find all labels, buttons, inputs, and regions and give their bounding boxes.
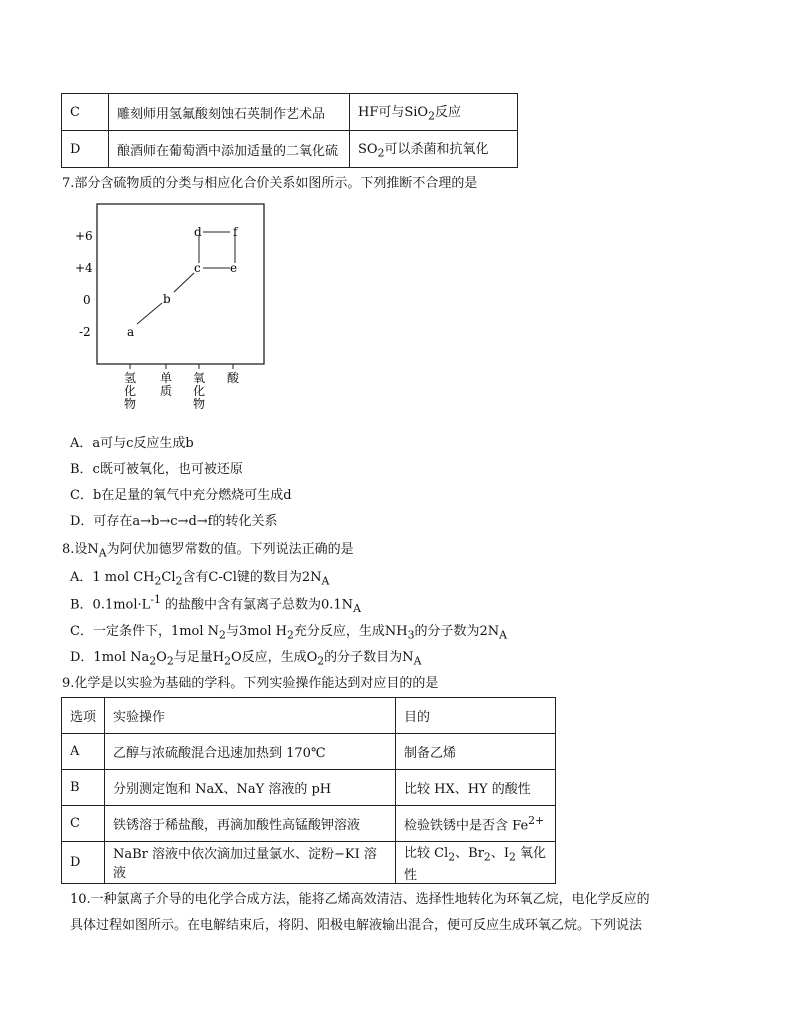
q7-option-a: A．a可与c反应生成b [70, 436, 194, 451]
row-label: C [62, 806, 105, 842]
table-row [62, 770, 556, 806]
row-label: B [62, 770, 105, 806]
table-row [62, 131, 518, 168]
x-category-char: 酸 [227, 371, 240, 385]
row-text: 酿酒师在葡萄酒中添加适量的二氧化硫 [109, 131, 350, 168]
row-reason: $SO_2$可以杀菌和抗氧化 [350, 131, 518, 168]
x-category-char: 氢 [124, 371, 137, 385]
row-reason: HF可与SiO$_2$反应 [350, 94, 518, 131]
q10-line-1: 10.一种氯离子介导的电化学合成方法，能将乙烯高效清洁、选择性地转化为环氧乙烷，电化学反应的 [70, 892, 650, 907]
table-row [62, 734, 556, 770]
row-text: 雕刻师用氢氟酸刻蚀石英制作艺术品 [109, 94, 350, 131]
point-label-a: a [127, 325, 135, 339]
q7-option-c: C．b在足量的氧气中充分燃烧可生成d [70, 488, 292, 503]
x-category-char: 单 [160, 371, 173, 385]
row-label: C [62, 94, 109, 131]
table-row [62, 806, 556, 842]
row-goal: 制备乙烯 [396, 734, 556, 770]
x-category-char: 化 [124, 384, 137, 398]
row-operation: NaBr 溶液中依次滴加过量氯水、淀粉−KI 溶液 [105, 842, 396, 884]
x-category-char: 质 [160, 384, 173, 398]
header-goal: 目的 [396, 698, 556, 734]
point-label-d: d [194, 225, 202, 239]
row-operation: 乙醇与浓硫酸混合迅速加热到 170℃ [105, 734, 396, 770]
row-label: D [62, 842, 105, 884]
q7-option-b: B．c既可被氧化，也可被还原 [70, 462, 243, 477]
row-operation: 分别测定饱和 NaX、NaY 溶液的 pH [105, 770, 396, 806]
q8-option-a: A．1 mol $CH_2Cl_2$含有C-Cl键的数目为$2N_A$ [70, 570, 330, 588]
q10-line-2: 具体过程如图所示。在电解结束后，将阴、阳极电解液输出混合，便可反应生成环氧乙烷。下列说法 [70, 918, 643, 933]
row-goal: 比较 $Cl_2$、$Br_2$、$I_2$ 氧化性 [396, 842, 556, 884]
point-label-e: e [230, 261, 238, 275]
row-goal: 检验铁锈中是否含 $Fe^{2+}$ [396, 806, 556, 842]
sulfur-valence-diagram [70, 195, 280, 420]
q7-stem: 7.部分含硫物质的分类与相应化合价关系如图所示。下列推断不合理的是 [62, 176, 478, 191]
row-label: D [62, 131, 109, 168]
row-operation: 铁锈溶于稀盐酸，再滴加酸性高锰酸钾溶液 [105, 806, 396, 842]
y-tick: -2 [79, 325, 91, 339]
point-label-b: b [163, 292, 171, 306]
y-tick: +6 [75, 229, 93, 243]
point-label-f: f [233, 225, 238, 239]
table-row [62, 94, 518, 131]
y-tick: 0 [83, 293, 91, 307]
top-table [61, 93, 518, 168]
q7-option-d: D．可存在a→b→c→d→f的转化关系 [70, 514, 278, 529]
table-row [62, 842, 556, 884]
q8-option-c: C．一定条件下，1mol $N_2$与3mol $H_2$充分反应，生成$NH_3$的分子数为$2N_A$ [70, 624, 507, 642]
y-tick: +4 [75, 261, 93, 275]
q9-stem: 9.化学是以实验为基础的学科。下列实验操作能达到对应目的的是 [62, 676, 439, 691]
x-category-char: 氧 [193, 371, 206, 385]
q9-table [61, 697, 556, 884]
header-option: 选项 [62, 698, 105, 734]
point-label-c: c [194, 261, 201, 275]
connector [174, 273, 194, 292]
row-label: A [62, 734, 105, 770]
x-category-char: 物 [193, 397, 206, 411]
q8-option-d: D．1mol $Na_2O_2$与足量$H_2O$反应，生成$O_2$的分子数目为$N_A$ [70, 650, 422, 668]
q8-stem: 8.设$N_A$为阿伏加德罗常数的值。下列说法正确的是 [62, 542, 354, 560]
q8-option-b: B．$0.1mol\cdot L^{-1}$ 的盐酸中含有氯离子总数为$0.1N_A$ [70, 593, 361, 615]
connector [137, 303, 162, 324]
x-category-char: 化 [193, 384, 206, 398]
x-category-char: 物 [124, 397, 137, 411]
table-header-row [62, 698, 556, 734]
row-goal: 比较 HX、HY 的酸性 [396, 770, 556, 806]
header-operation: 实验操作 [105, 698, 396, 734]
diagram-frame [97, 204, 264, 364]
